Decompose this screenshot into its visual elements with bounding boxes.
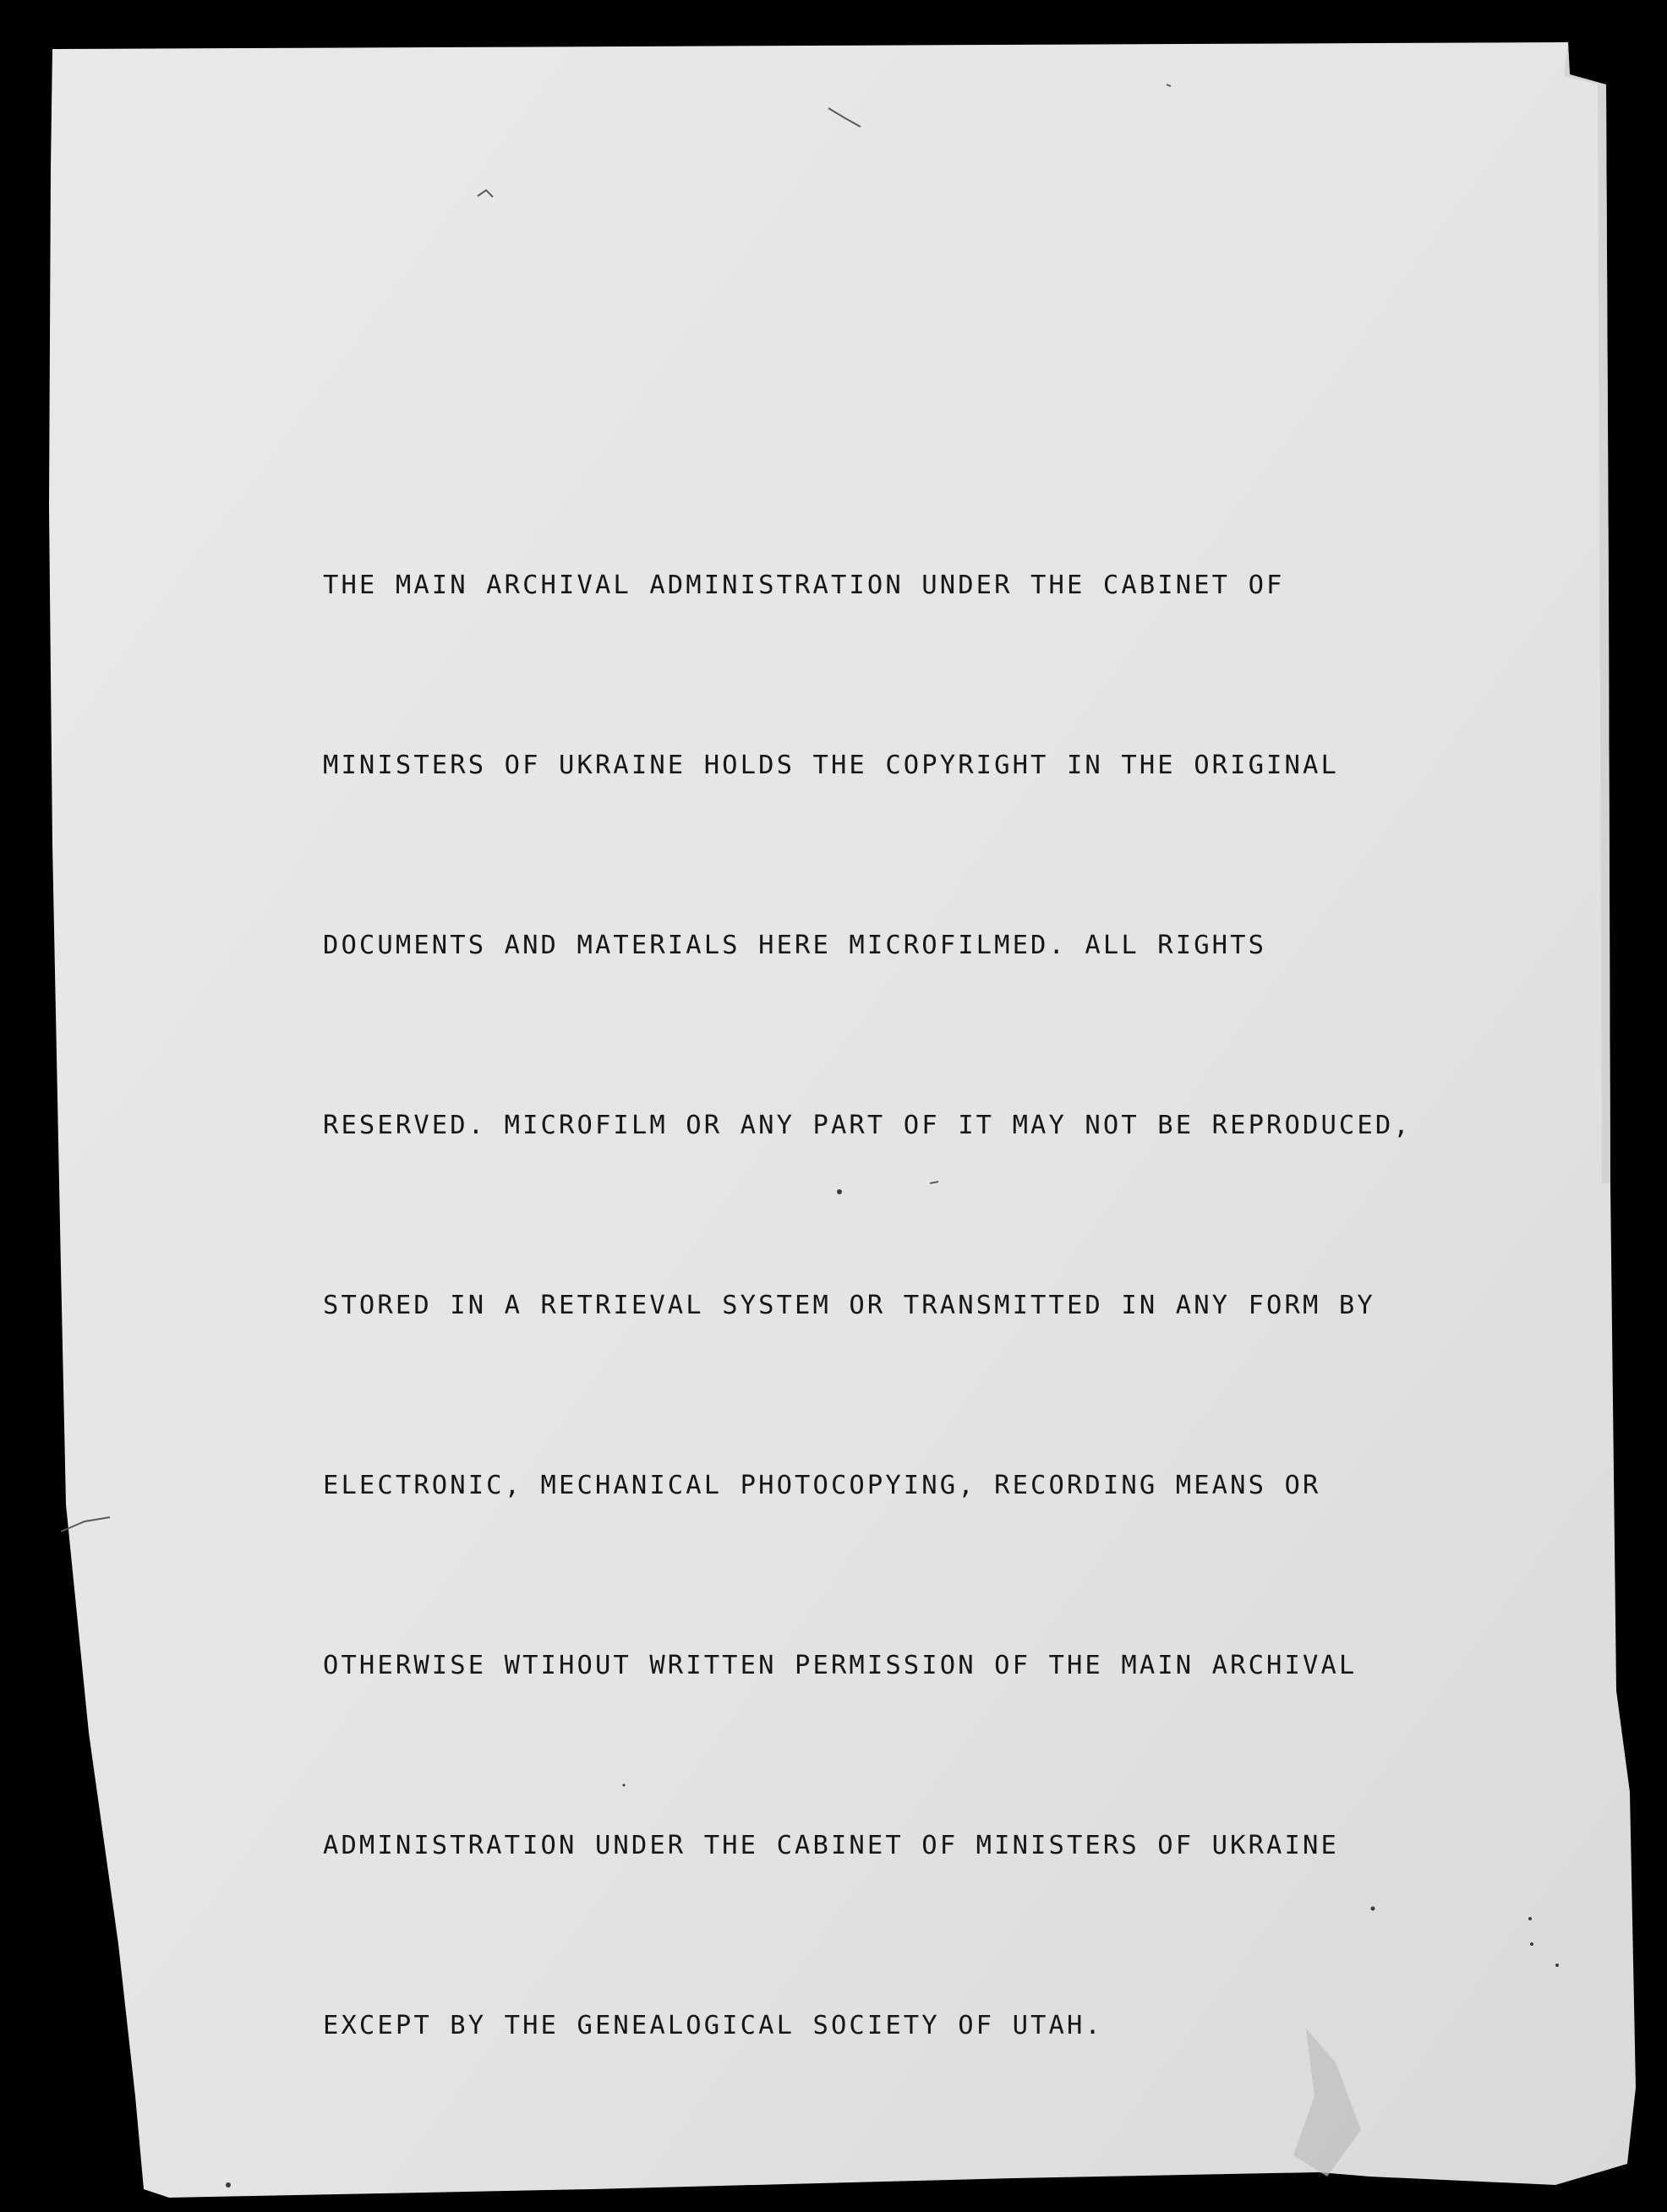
notice-line: THE MAIN ARCHIVAL ADMINISTRATION UNDER THE CABINET OF: [323, 571, 1285, 600]
notice-line: STORED IN A RETRIEVAL SYSTEM OR TRANSMITTED IN ANY FORM BY: [323, 1291, 1375, 1320]
notice-line: DOCUMENTS AND MATERIALS HERE MICROFILMED. ALL RIGHTS: [323, 931, 1267, 960]
notice-line: RESERVED. MICROFILM OR ANY PART OF IT MAY NOT BE REPRODUCED,: [323, 1111, 1412, 1140]
notice-line: MINISTERS OF UKRAINE HOLDS THE COPYRIGHT IN THE ORIGINAL: [323, 751, 1339, 780]
notice-line: EXCEPT BY THE GENEALOGICAL SOCIETY OF UTAH.: [323, 2011, 1103, 2040]
copyright-notice: [323, 435, 1540, 2176]
notice-line: ADMINISTRATION UNDER THE CABINET OF MINISTERS OF UKRAINE: [323, 1831, 1339, 1860]
notice-line: OTHERWISE WTIHOUT WRITTEN PERMISSION OF THE MAIN ARCHIVAL: [323, 1651, 1358, 1680]
notice-line: ELECTRONIC, MECHANICAL PHOTOCOPYING, RECORDING MEANS OR: [323, 1471, 1321, 1500]
